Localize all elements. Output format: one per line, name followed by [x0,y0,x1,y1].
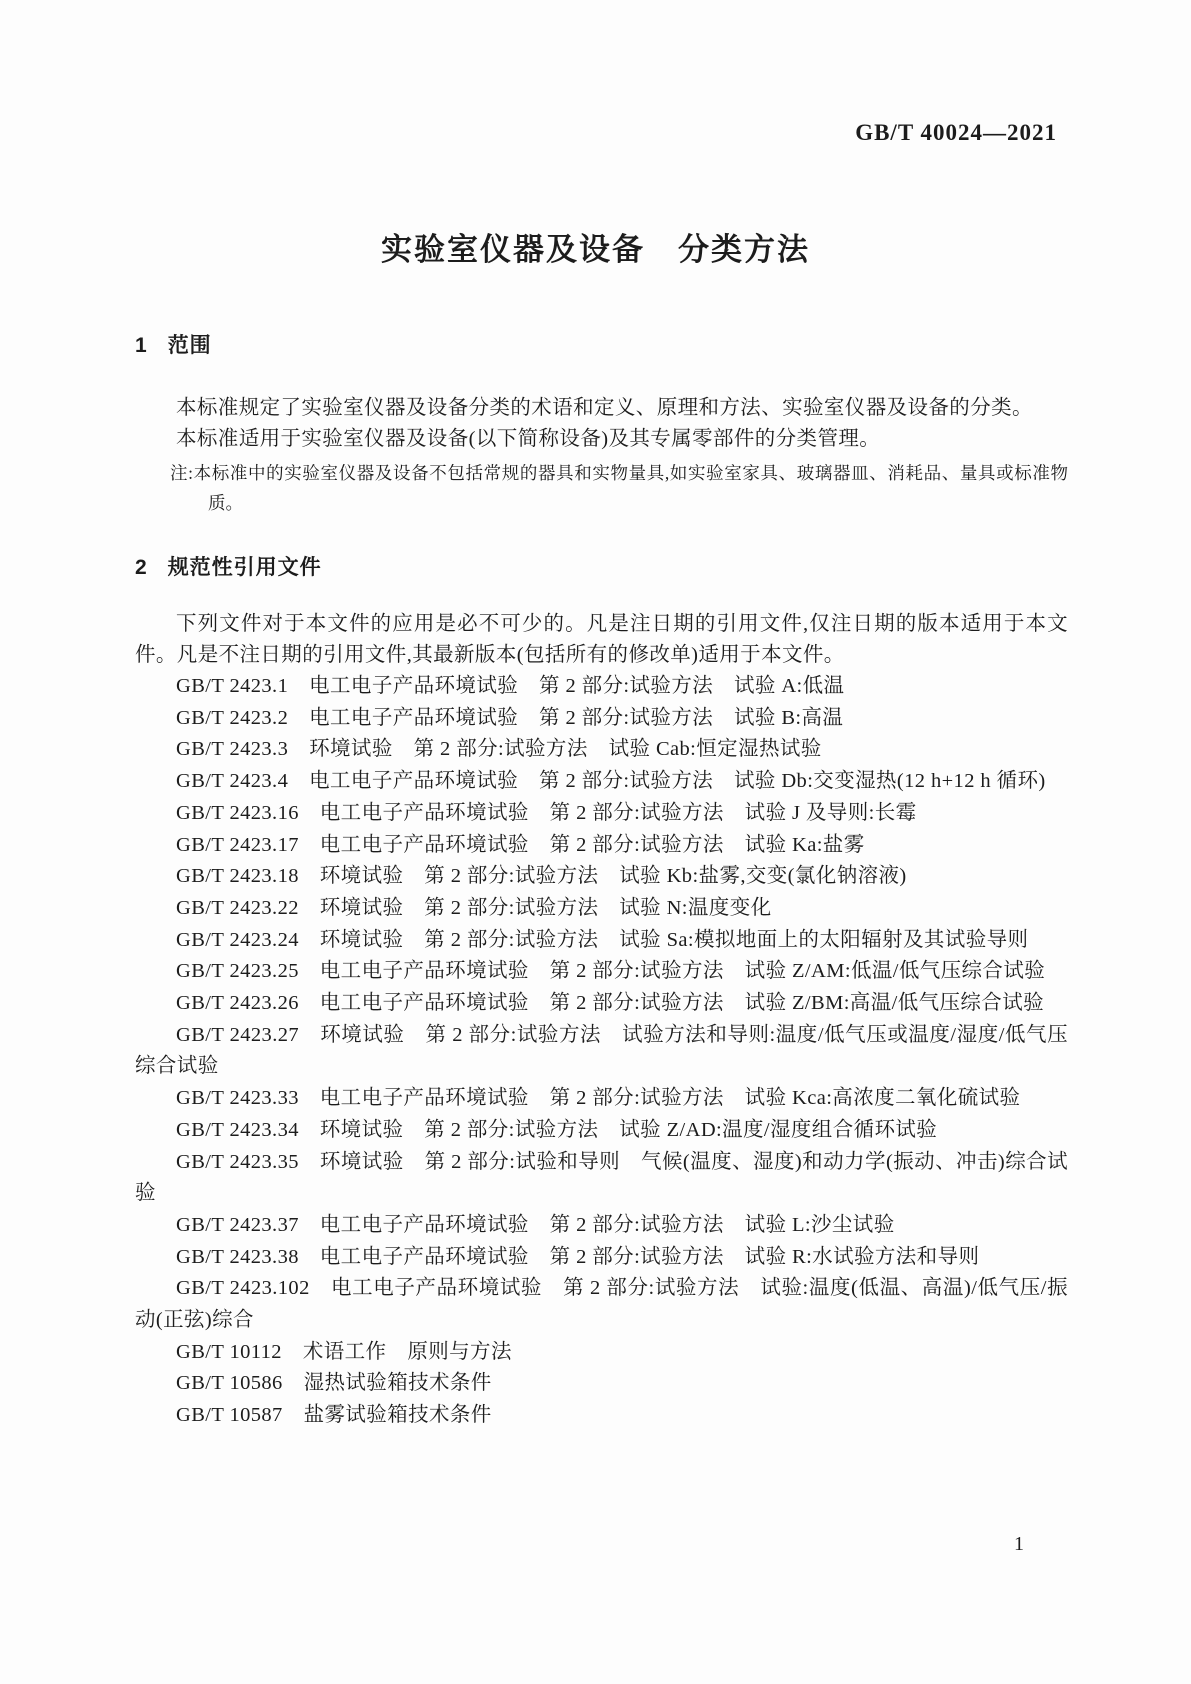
reference-item: GB/T 2423.37 电工电子产品环境试验 第 2 部分:试验方法 试验 L:沙尘试验 [176,1213,895,1236]
reference-item: GB/T 10586 湿热试验箱技术条件 [176,1372,492,1395]
reference-item: GB/T 2423.3 环境试验 第 2 部分:试验方法 试验 Cab:恒定湿热试验 [176,738,822,761]
section-title: 规范性引用文件 [167,556,322,579]
reference-item: GB/T 2423.25 电工电子产品环境试验 第 2 部分:试验方法 试验 Z/AM:低温/低气压综合试验 [176,960,1046,983]
reference-item: GB/T 2423.33 电工电子产品环境试验 第 2 部分:试验方法 试验 Kca:高浓度二氧化硫试验 [176,1087,1021,1110]
reference-item: GB/T 2423.22 环境试验 第 2 部分:试验方法 试验 N:温度变化 [176,896,772,919]
reference-item: GB/T 2423.2 电工电子产品环境试验 第 2 部分:试验方法 试验 B:高温 [176,706,844,729]
section-1-heading [135,330,1068,361]
page-number: 1 [1014,1533,1024,1555]
references-intro: 下列文件对于本文件的应用是必不可少的。凡是注日期的引用文件,仅注日期的版本适用于本文件。凡是不注日期的引用文件,其最新版本(包括所有的修改单)适用于本文件。 [135,613,1068,666]
section-number: 1 [135,334,148,357]
reference-item: GB/T 10587 盐雾试验箱技术条件 [176,1404,492,1427]
reference-item: GB/T 2423.24 环境试验 第 2 部分:试验方法 试验 Sa:模拟地面上的太阳辐射及其试验导则 [176,928,1029,951]
scope-note: 注:本标准中的实验室仪器及设备不包括常规的器具和实物量具,如实验室家具、玻璃器皿、消耗品、量具或标准物质。 [170,463,1068,513]
reference-item: GB/T 2423.38 电工电子产品环境试验 第 2 部分:试验方法 试验 R:水试验方法和导则 [176,1245,980,1268]
document-body [135,330,1068,1432]
reference-item: GB/T 2423.102 电工电子产品环境试验 第 2 部分:试验方法 试验:温度(低温、高温)/低气压/振动(正弦)综合 [135,1277,1068,1332]
reference-item: GB/T 2423.18 环境试验 第 2 部分:试验方法 试验 Kb:盐雾,交变(氯化钠溶液) [176,865,907,888]
reference-item: GB/T 2423.27 环境试验 第 2 部分:试验方法 试验方法和导则:温度/低气压或温度/湿度/低气压综合试验 [135,1023,1068,1078]
reference-item: GB/T 2423.16 电工电子产品环境试验 第 2 部分:试验方法 试验 J 及导则:长霉 [176,801,917,824]
reference-item: GB/T 2423.4 电工电子产品环境试验 第 2 部分:试验方法 试验 Db:交变湿热(12 h+12 h 循环) [176,770,1046,793]
section-number: 2 [135,556,148,579]
reference-item: GB/T 2423.1 电工电子产品环境试验 第 2 部分:试验方法 试验 A:低温 [176,675,845,697]
document-title: 实验室仪器及设备 分类方法 [381,232,810,267]
scope-paragraphs [135,393,1068,455]
standard-number: GB/T 40024—2021 [855,120,1057,145]
scope-paragraph: 本标准规定了实验室仪器及设备分类的术语和定义、原理和方法、实验室仪器及设备的分类。 [176,397,1033,419]
section-2-heading [135,552,1068,583]
reference-item: GB/T 2423.17 电工电子产品环境试验 第 2 部分:试验方法 试验 Ka:盐雾 [176,833,865,856]
reference-item: GB/T 10112 术语工作 原则与方法 [176,1340,512,1363]
reference-item: GB/T 2423.35 环境试验 第 2 部分:试验和导则 气候(温度、湿度)和动力学(振动、冲击)综合试验 [135,1150,1068,1205]
reference-item: GB/T 2423.34 环境试验 第 2 部分:试验方法 试验 Z/AD:温度/湿度组合循环试验 [176,1118,938,1141]
scope-paragraph: 本标准适用于实验室仪器及设备(以下简称设备)及其专属零部件的分类管理。 [176,428,881,450]
section-title: 范围 [167,334,212,357]
reference-item: GB/T 2423.26 电工电子产品环境试验 第 2 部分:试验方法 试验 Z/BM:高温/低气压综合试验 [176,992,1045,1015]
references-list [135,671,1068,1432]
